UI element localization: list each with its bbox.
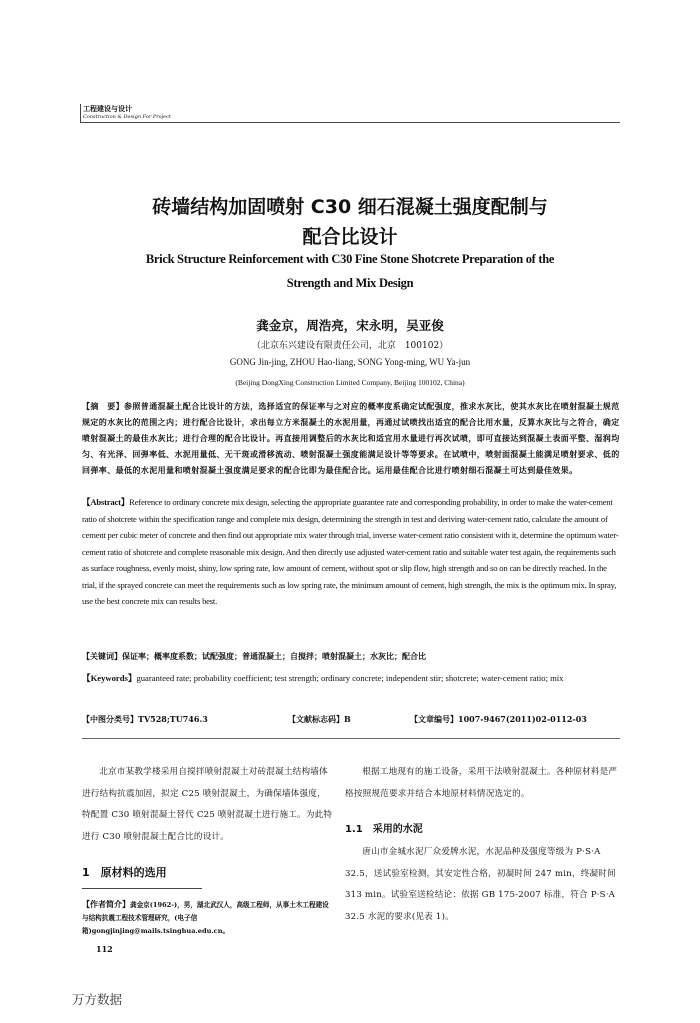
affiliation-cn: （北京东兴建设有限责任公司，北京 100102）	[251, 341, 449, 351]
right-paragraph-1: 根据工地现有的施工设备，采用干法喷射混凝土。各种原材料是严格按照规范要求并结合本地原材料情况选定的。	[345, 767, 618, 799]
journal-name-en: Construction & Design For Project	[83, 114, 171, 120]
watermark: 万方数据	[72, 992, 123, 1007]
page-number: 112	[96, 944, 113, 954]
intro-paragraph: 北京市某教学楼采用自搅拌喷射混凝土对砖混凝土结构墙体进行结构抗震加固，拟定 C25 喷射混凝土，为确保墙体强度，特配置 C30 喷射混凝土替代 C25 喷射混凝土进行施工。为此特进行 C30 喷射混凝土配合比的设计。	[82, 767, 333, 842]
footnote-text: 龚金京(1962-)，男，湖北武汉人，高级工程师，从事土木工程建设与结构抗震工程技术管理研究，(电子信箱)gongjinjing@mails.tsinghua.edu.cn。	[82, 901, 329, 935]
abstract-cn	[82, 398, 620, 478]
document-code: 【文献标志码】B	[288, 714, 351, 724]
keywords-cn-text: 保证率；概率度系数；试配强度；普通混凝土；自搅拌；喷射混凝土；水灰比；配合比	[122, 651, 426, 661]
clc-number: 【中图分类号】TV528;TU746.3	[82, 714, 208, 724]
article-number: 【文章编号】1007-9467(2011)02-0112-03	[410, 714, 587, 724]
affiliation-en: (Beijing DongXing Construction Limited Company, Beijing 100102, China)	[235, 378, 465, 387]
right-column	[345, 762, 620, 805]
footnote-rule	[82, 888, 202, 889]
body-rule	[82, 738, 620, 739]
abstract-en-label: 【Abstract】	[82, 497, 130, 507]
keywords-en-label: 【Keywords】	[82, 673, 137, 683]
keywords-en	[82, 670, 620, 687]
abstract-en	[82, 494, 620, 610]
section-heading-1-1: 1.1 采用的水泥	[345, 824, 423, 835]
section-heading-1: 1 原材料的选用	[82, 866, 167, 879]
right-paragraph-2: 唐山市金城水泥厂众爱牌水泥，水泥品种及强度等级为 P·S·A 32.5，送试验室检测，其安定性合格，初凝时间 247 min，终凝时间 313 min。试验室送检结论：依据 GB 175-2007 标准，符合 P·S·A 32.5 水泥的要求(见表 1)。	[345, 847, 616, 922]
left-column	[82, 762, 334, 848]
authors-cn: 龚金京，周浩亮，宋永明，吴亚俊	[256, 318, 444, 333]
right-column-2	[345, 842, 620, 928]
abstract-cn-text: 参照普通混凝土配合比设计的方法，选择适宜的保证率与之对应的概率度系确定试配强度，推求水灰比，使其水灰比在喷射混凝土规范规定的水灰比的范围之内；进行配合比设计，求出每立方米混凝土的水泥用量，再通过试喷找出适宜的配合比用水量，反算水灰比与之符合，确定喷射混凝土的最佳水灰比；进行合理的配合比设计。再直接用调整后的水灰比和适宜用水量进行再次试喷，即可直接达到混凝土表面平整、湿润均匀、有光泽、回弹率低、水泥用量低、无干斑或滑移流动、喷射混凝土强度能满足设计等等要求。在试喷中，喷射面混凝土能满足喷射要求、低的回弹率、最低的水泥用量和喷射混凝土强度满足要求的配合比即为最佳配合比。运用最佳配合比进行喷射细石混凝土可达到最佳效果。	[82, 401, 620, 475]
journal-header	[80, 104, 171, 122]
footnote-label: 【作者简介】	[82, 899, 130, 909]
keywords-cn	[82, 651, 620, 662]
keywords-cn-label: 【关键词】	[82, 651, 122, 661]
title-cn-line2: 配合比设计	[302, 226, 398, 248]
abstract-cn-label: 【摘 要】	[82, 401, 124, 411]
abstract-en-text: Reference to ordinary concrete mix design, selecting the appropriate guarantee rate and corresponding probability, in order to make the water-cement ratio of shotcrete within the specification range and complete mix design, determining the strength in test and deriving water-cement ratio, calculate the amount of cement per cubic meter of concrete and then find out appropriate mix water through trial, inverse water-cement ratio consistent with it, determine the optimum water-cement ratio of shotcrete and complete reasonable mix design. And then directly use adjusted water-cement ratio and suitable water test again, the requirements such as surface roughness, evenly moist, shiny, low spring rate, low amount of cement, without spot or slip flow, high strength and so on can be directly reached. In the trial, if the sprayed concrete can meet the requirements such as low spring rate, the minimum amount of cement, high strength, the mix is the optimum mix. In spray, use the best concrete mix can results best.	[82, 497, 619, 606]
authors-en: GONG Jin-jing, ZHOU Hao-liang, SONG Yong-ming, WU Ya-jun	[229, 357, 471, 367]
keywords-en-text: guaranteed rate; probability coefficient; test strength; ordinary concrete; independent stir; shotcrete; water-cement ratio; mix	[136, 673, 564, 683]
title-en-line2: Strength and Mix Design	[286, 276, 414, 290]
title-en-line1: Brick Structure Reinforcement with C30 Fine Stone Shotcrete Preparation of the	[145, 252, 555, 266]
title-cn-line1: 砖墙结构加固喷射 C30 细石混凝土强度配制与	[152, 196, 548, 218]
author-footnote	[82, 898, 332, 938]
header-rule	[80, 122, 620, 123]
journal-name-cn: 工程建设与设计	[83, 104, 132, 113]
